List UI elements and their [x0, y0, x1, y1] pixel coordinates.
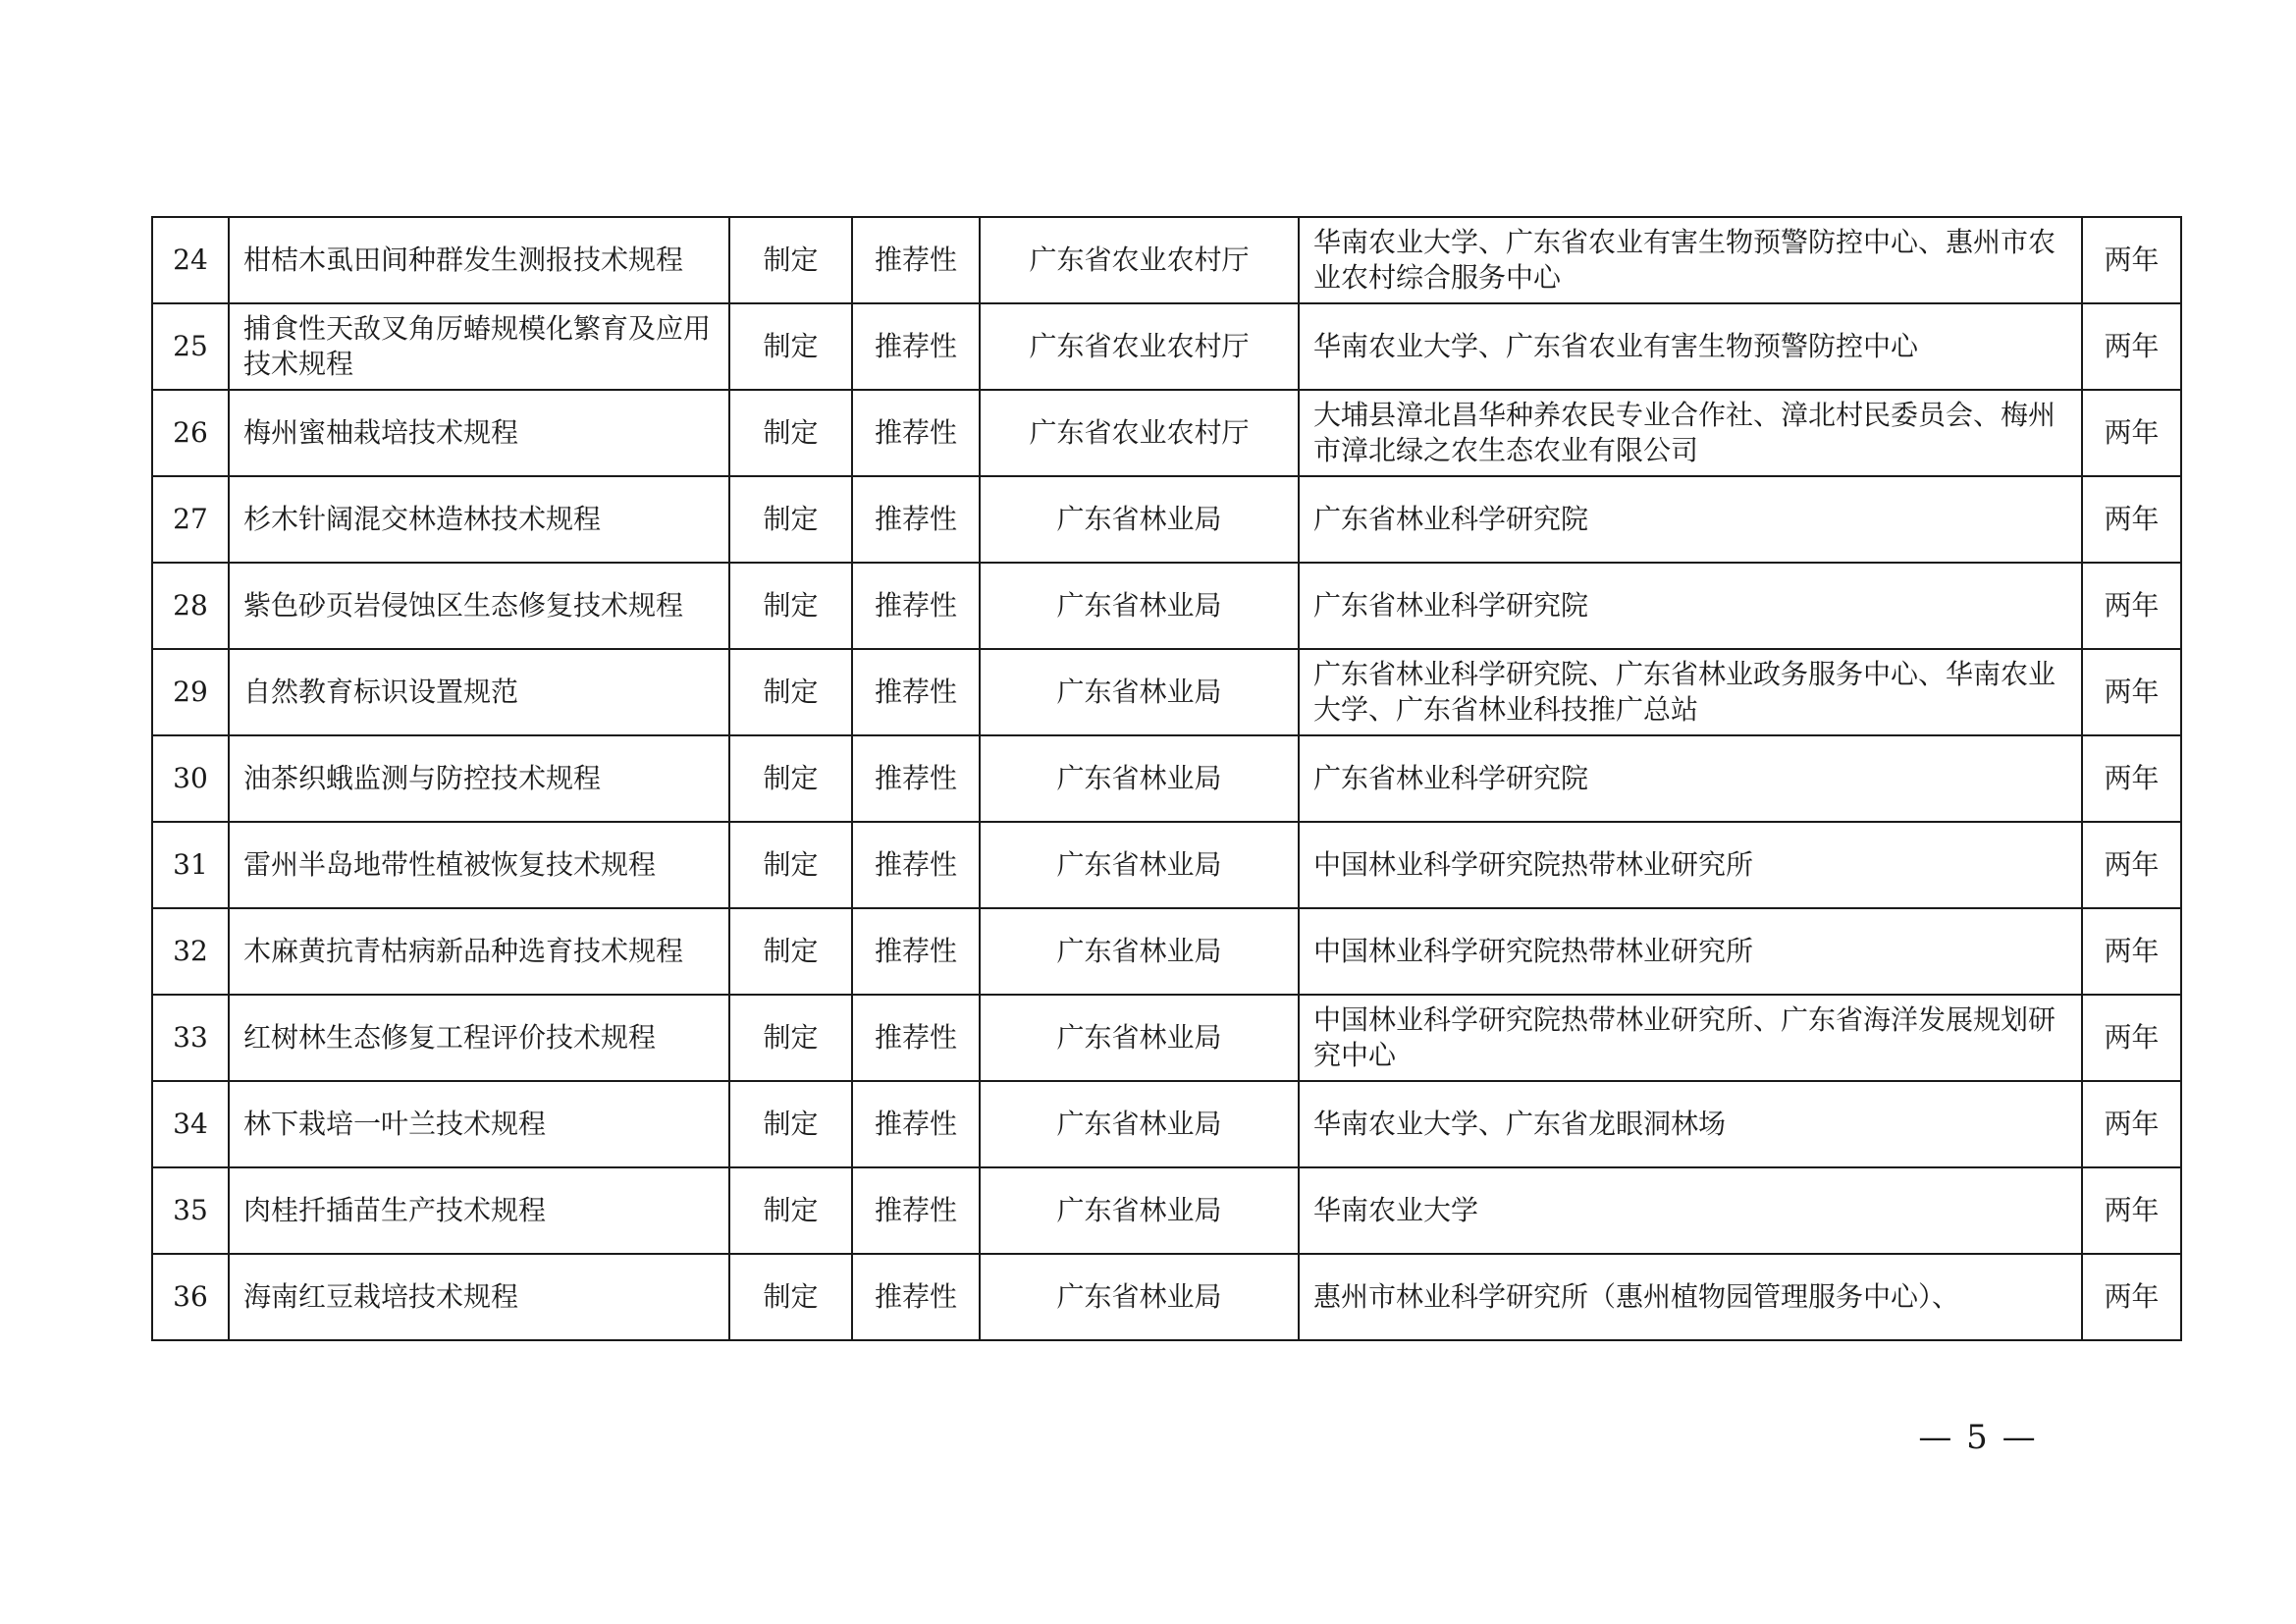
- project-type: 制定: [729, 649, 852, 735]
- drafting-units: 中国林业科学研究院热带林业研究所: [1299, 822, 2082, 908]
- responsible-department: 广东省林业局: [980, 908, 1299, 995]
- standard-name: 肉桂扦插苗生产技术规程: [229, 1167, 729, 1254]
- table-row: [152, 822, 2181, 908]
- table-row: [152, 1167, 2181, 1254]
- row-number: 34: [152, 1081, 229, 1167]
- row-number: 26: [152, 390, 229, 476]
- row-number: 31: [152, 822, 229, 908]
- completion-period: 两年: [2082, 303, 2181, 390]
- drafting-units: 华南农业大学、广东省龙眼洞林场: [1299, 1081, 2082, 1167]
- drafting-units: 广东省林业科学研究院: [1299, 476, 2082, 563]
- standard-name: 捕食性天敌叉角厉蝽规模化繁育及应用技术规程: [229, 303, 729, 390]
- completion-period: 两年: [2082, 563, 2181, 649]
- project-type: 制定: [729, 822, 852, 908]
- drafting-units: 华南农业大学: [1299, 1167, 2082, 1254]
- standard-name: 柑桔木虱田间种群发生测报技术规程: [229, 217, 729, 303]
- standard-name: 雷州半岛地带性植被恢复技术规程: [229, 822, 729, 908]
- row-number: 25: [152, 303, 229, 390]
- completion-period: 两年: [2082, 390, 2181, 476]
- drafting-units: 华南农业大学、广东省农业有害生物预警防控中心: [1299, 303, 2082, 390]
- table-row: [152, 735, 2181, 822]
- row-number: 29: [152, 649, 229, 735]
- project-type: 制定: [729, 1167, 852, 1254]
- drafting-units: 大埔县漳北昌华种养农民专业合作社、漳北村民委员会、梅州市漳北绿之农生态农业有限公司: [1299, 390, 2082, 476]
- responsible-department: 广东省林业局: [980, 995, 1299, 1081]
- project-type: 制定: [729, 476, 852, 563]
- drafting-units: 中国林业科学研究院热带林业研究所: [1299, 908, 2082, 995]
- project-type: 制定: [729, 908, 852, 995]
- drafting-units: 广东省林业科学研究院、广东省林业政务服务中心、华南农业大学、广东省林业科技推广总站: [1299, 649, 2082, 735]
- completion-period: 两年: [2082, 476, 2181, 563]
- table-body: [152, 217, 2181, 1340]
- project-type: 制定: [729, 217, 852, 303]
- completion-period: 两年: [2082, 1167, 2181, 1254]
- responsible-department: 广东省林业局: [980, 822, 1299, 908]
- page-number: — 5 —: [1918, 1418, 2038, 1457]
- project-type: 制定: [729, 303, 852, 390]
- table-row: [152, 217, 2181, 303]
- responsible-department: 广东省林业局: [980, 1167, 1299, 1254]
- responsible-department: 广东省林业局: [980, 563, 1299, 649]
- completion-period: 两年: [2082, 822, 2181, 908]
- standard-nature: 推荐性: [852, 1081, 980, 1167]
- table-row: [152, 303, 2181, 390]
- standard-nature: 推荐性: [852, 822, 980, 908]
- completion-period: 两年: [2082, 735, 2181, 822]
- project-type: 制定: [729, 563, 852, 649]
- project-type: 制定: [729, 735, 852, 822]
- standard-name: 海南红豆栽培技术规程: [229, 1254, 729, 1340]
- completion-period: 两年: [2082, 1081, 2181, 1167]
- completion-period: 两年: [2082, 908, 2181, 995]
- standard-name: 木麻黄抗青枯病新品种选育技术规程: [229, 908, 729, 995]
- drafting-units: 惠州市林业科学研究所（惠州植物园管理服务中心）、: [1299, 1254, 2082, 1340]
- standard-nature: 推荐性: [852, 217, 980, 303]
- standard-name: 林下栽培一叶兰技术规程: [229, 1081, 729, 1167]
- completion-period: 两年: [2082, 995, 2181, 1081]
- responsible-department: 广东省农业农村厅: [980, 303, 1299, 390]
- table-row: [152, 1254, 2181, 1340]
- row-number: 27: [152, 476, 229, 563]
- responsible-department: 广东省林业局: [980, 649, 1299, 735]
- table-row: [152, 995, 2181, 1081]
- standard-nature: 推荐性: [852, 563, 980, 649]
- drafting-units: 中国林业科学研究院热带林业研究所、广东省海洋发展规划研究中心: [1299, 995, 2082, 1081]
- standard-nature: 推荐性: [852, 735, 980, 822]
- table-row: [152, 649, 2181, 735]
- responsible-department: 广东省林业局: [980, 735, 1299, 822]
- completion-period: 两年: [2082, 649, 2181, 735]
- table-row: [152, 1081, 2181, 1167]
- completion-period: 两年: [2082, 1254, 2181, 1340]
- responsible-department: 广东省林业局: [980, 476, 1299, 563]
- table-row: [152, 563, 2181, 649]
- project-type: 制定: [729, 1081, 852, 1167]
- standard-nature: 推荐性: [852, 995, 980, 1081]
- responsible-department: 广东省农业农村厅: [980, 390, 1299, 476]
- row-number: 30: [152, 735, 229, 822]
- drafting-units: 广东省林业科学研究院: [1299, 563, 2082, 649]
- standard-nature: 推荐性: [852, 1167, 980, 1254]
- project-type: 制定: [729, 1254, 852, 1340]
- row-number: 32: [152, 908, 229, 995]
- responsible-department: 广东省林业局: [980, 1254, 1299, 1340]
- row-number: 28: [152, 563, 229, 649]
- standard-name: 梅州蜜柚栽培技术规程: [229, 390, 729, 476]
- standard-name: 自然教育标识设置规范: [229, 649, 729, 735]
- row-number: 36: [152, 1254, 229, 1340]
- standard-nature: 推荐性: [852, 303, 980, 390]
- project-type: 制定: [729, 390, 852, 476]
- row-number: 24: [152, 217, 229, 303]
- row-number: 33: [152, 995, 229, 1081]
- standard-nature: 推荐性: [852, 390, 980, 476]
- standard-nature: 推荐性: [852, 649, 980, 735]
- drafting-units: 华南农业大学、广东省农业有害生物预警防控中心、惠州市农业农村综合服务中心: [1299, 217, 2082, 303]
- standard-name: 杉木针阔混交林造林技术规程: [229, 476, 729, 563]
- table-row: [152, 908, 2181, 995]
- row-number: 35: [152, 1167, 229, 1254]
- table-row: [152, 390, 2181, 476]
- standard-name: 红树林生态修复工程评价技术规程: [229, 995, 729, 1081]
- responsible-department: 广东省农业农村厅: [980, 217, 1299, 303]
- standard-name: 紫色砂页岩侵蚀区生态修复技术规程: [229, 563, 729, 649]
- standard-nature: 推荐性: [852, 908, 980, 995]
- standard-nature: 推荐性: [852, 476, 980, 563]
- completion-period: 两年: [2082, 217, 2181, 303]
- drafting-units: 广东省林业科学研究院: [1299, 735, 2082, 822]
- responsible-department: 广东省林业局: [980, 1081, 1299, 1167]
- standard-name: 油茶织蛾监测与防控技术规程: [229, 735, 729, 822]
- project-type: 制定: [729, 995, 852, 1081]
- standard-nature: 推荐性: [852, 1254, 980, 1340]
- standards-table: [151, 216, 2182, 1341]
- table-row: [152, 476, 2181, 563]
